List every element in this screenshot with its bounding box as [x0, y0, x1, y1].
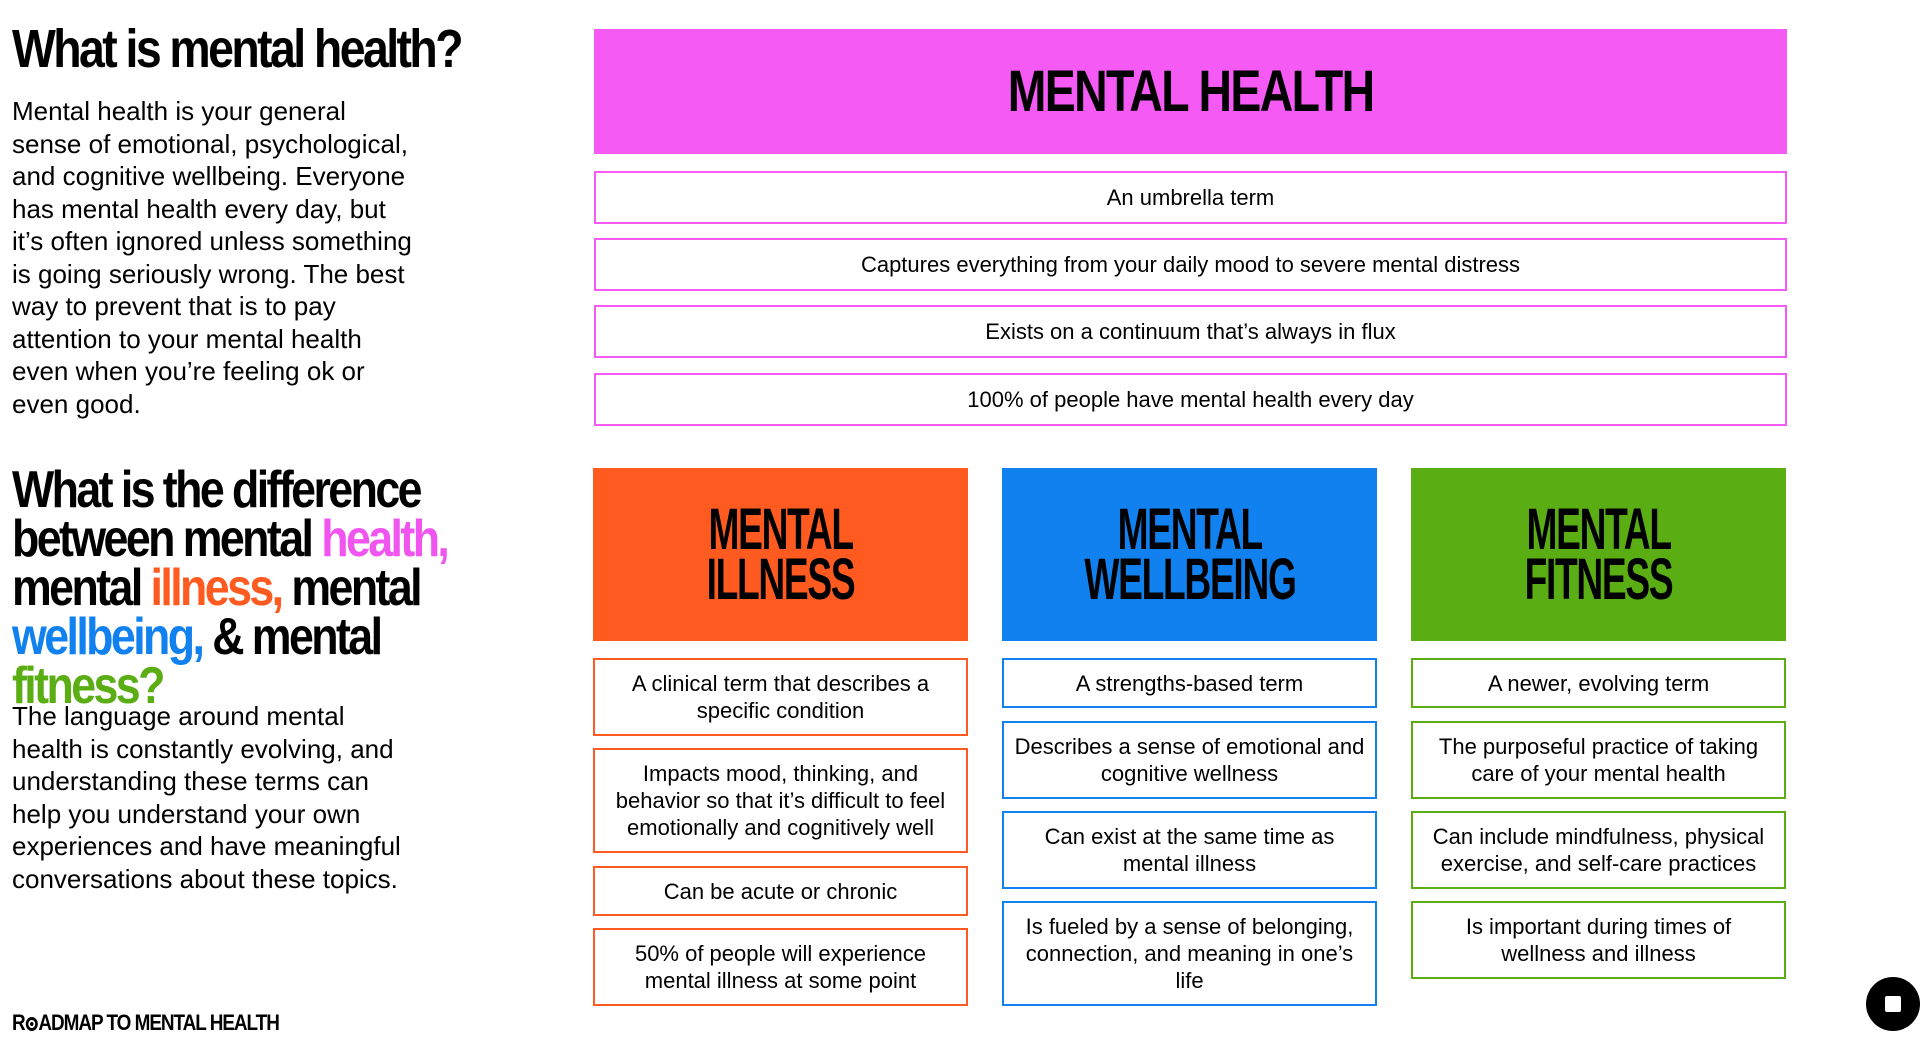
difference-heading-part: What is the difference between mental	[12, 461, 420, 568]
mental-wellbeing-banner	[1002, 468, 1377, 641]
mental-health-item: Captures everything from your daily mood to severe mental distress	[594, 238, 1787, 291]
roadmap-logo	[12, 1010, 279, 1036]
page-title: What is mental health?	[12, 19, 461, 79]
difference-heading-fitness: fitness?	[12, 657, 163, 715]
mental-illness-item: 50% of people will experience mental illness at some point	[593, 928, 968, 1006]
mental-illness-item: Can be acute or chronic	[593, 866, 968, 916]
intro-paragraph: Mental health is your general sense of emotional, psychological, and cognitive wellbeing. Everyone has mental health every day, but it’s often ignored unless something is going seriously wrong. The best way to prevent that is to pay attention to your mental health even when you’re feeling ok or even good.	[12, 96, 412, 419]
mental-wellbeing-title	[1057, 496, 1321, 612]
mental-fitness-item: Can include mindfulness, physical exercise, and self-care practices	[1411, 811, 1786, 889]
mental-wellbeing-item: Is fueled by a sense of belonging, connection, and meaning in one’s life	[1002, 901, 1377, 1006]
mental-fitness-banner	[1411, 468, 1786, 641]
difference-heading-wellbeing: wellbeing,	[12, 608, 203, 666]
mental-wellbeing-item: Can exist at the same time as mental illness	[1002, 811, 1377, 889]
mental-wellbeing-item: A strengths-based term	[1002, 658, 1377, 708]
mental-fitness-item: A newer, evolving term	[1411, 658, 1786, 708]
mental-wellbeing-title-line2: WELLBEING	[1083, 546, 1296, 612]
mental-fitness-title-line2: FITNESS	[1524, 546, 1673, 612]
mental-illness-title-line1: MENTAL	[708, 496, 853, 562]
mental-illness-banner	[593, 468, 968, 641]
stop-button[interactable]	[1866, 977, 1920, 1031]
mental-health-banner	[594, 29, 1787, 154]
logo-o-icon	[26, 1017, 38, 1031]
mental-health-item: Exists on a continuum that’s always in flux	[594, 305, 1787, 358]
mental-illness-item: A clinical term that describes a specific condition	[593, 658, 968, 736]
mental-health-item: An umbrella term	[594, 171, 1787, 224]
difference-paragraph: The language around mental health is constantly evolving, and understanding these terms can help you understand your own experiences and have meaningful conversations about these topics.	[12, 701, 401, 894]
logo-letter: R	[12, 1010, 25, 1035]
mental-health-title: MENTAL HEALTH	[1007, 58, 1374, 124]
mental-fitness-item: The purposeful practice of taking care of your mental health	[1411, 721, 1786, 799]
mental-wellbeing-item: Describes a sense of emotional and cognitive wellness	[1002, 721, 1377, 799]
difference-heading-part: & mental	[202, 608, 381, 666]
mental-illness-title-line2: ILLNESS	[706, 546, 855, 612]
difference-heading	[12, 461, 459, 715]
mental-fitness-title-line1: MENTAL	[1526, 496, 1671, 562]
mental-wellbeing-title-line1: MENTAL	[1117, 496, 1262, 562]
difference-heading-part: mental	[12, 559, 151, 617]
mental-fitness-title	[1506, 496, 1691, 612]
mental-fitness-item: Is important during times of wellness and illness	[1411, 901, 1786, 979]
difference-heading-part: mental	[281, 559, 421, 617]
logo-text: ADMAP TO MENTAL HEALTH	[38, 1010, 279, 1035]
mental-illness-title	[688, 496, 873, 612]
mental-health-item: 100% of people have mental health every day	[594, 373, 1787, 426]
difference-heading-illness: illness,	[150, 559, 282, 617]
difference-heading-health: health,	[321, 510, 448, 568]
mental-illness-item: Impacts mood, thinking, and behavior so that it’s difficult to feel emotionally and cognitively well	[593, 748, 968, 853]
